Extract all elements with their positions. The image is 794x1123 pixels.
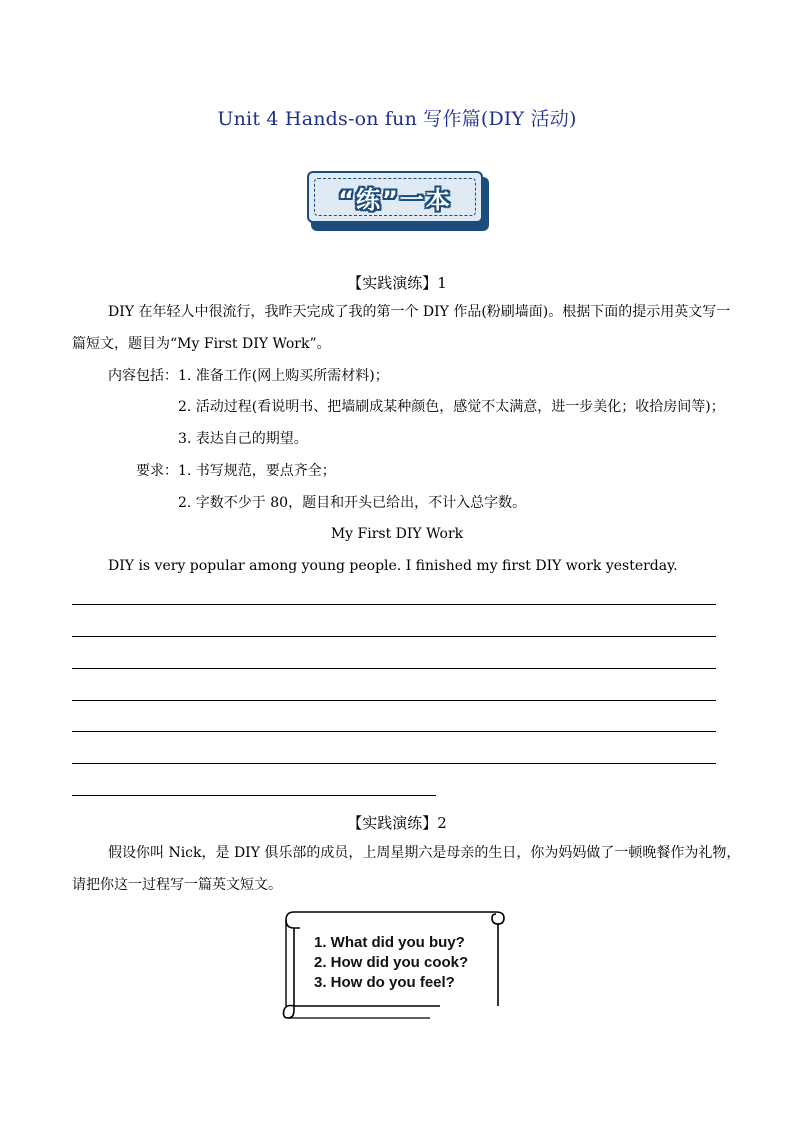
essay-title: My First DIY Work xyxy=(330,526,464,542)
practice1-heading: 【实践演练】1 xyxy=(347,274,447,292)
requirement-item-2: 2. 字数不少于 80，题目和开头已给出，不计入总字数。 xyxy=(178,495,527,511)
requirement-item-1: 1. 书写规范，要点齐全； xyxy=(178,463,336,479)
requirements-label: 要求： xyxy=(136,463,178,479)
practice2-intro-line2: 请把你这一过程写一篇英文短文。 xyxy=(72,877,282,893)
scroll-question-3: 3. How do you feel? xyxy=(314,974,455,991)
content-label: 内容包括： xyxy=(108,368,178,384)
writing-line[interactable] xyxy=(72,668,716,669)
badge-inner-dashed xyxy=(314,178,476,216)
practice1-intro-line1: DIY 在年轻人中很流行，我昨天完成了我的第一个 DIY 作品(粉刷墙面)。根据下面的提示用英文写一 xyxy=(108,304,731,320)
writing-line[interactable] xyxy=(72,795,436,796)
badge-frame xyxy=(307,171,483,223)
writing-line[interactable] xyxy=(72,604,716,605)
writing-line[interactable] xyxy=(72,700,716,701)
writing-line[interactable] xyxy=(72,763,716,764)
scroll-question-1: 1. What did you buy? xyxy=(314,934,465,951)
scroll-question-2: 2. How did you cook? xyxy=(314,954,469,971)
content-item-2: 2. 活动过程(看说明书、把墙刷成某种颜色，感觉不太满意，进一步美化；收拾房间等)； xyxy=(178,399,725,415)
writing-line[interactable] xyxy=(72,636,716,637)
writing-line[interactable] xyxy=(72,731,716,732)
essay-start: DIY is very popular among young people. I finished my first DIY work yesterday. xyxy=(108,558,678,574)
practice2-heading: 【实践演练】2 xyxy=(347,814,447,832)
content-item-1: 1. 准备工作(网上购买所需材料)； xyxy=(178,368,389,384)
content-item-3: 3. 表达自己的期望。 xyxy=(178,431,308,447)
practice-badge xyxy=(307,171,491,233)
badge-text: “练”一本 xyxy=(338,185,452,214)
page-title: Unit 4 Hands-on fun 写作篇(DIY 活动) xyxy=(217,108,577,130)
practice2-intro-line1: 假设你叫 Nick，是 DIY 俱乐部的成员，上周星期六是母亲的生日，你为妈妈做了一顿晚餐作为礼物， xyxy=(108,845,741,861)
practice1-intro-line2: 篇短文，题目为“My First DIY Work”。 xyxy=(72,336,331,352)
question-scroll xyxy=(280,906,512,1024)
